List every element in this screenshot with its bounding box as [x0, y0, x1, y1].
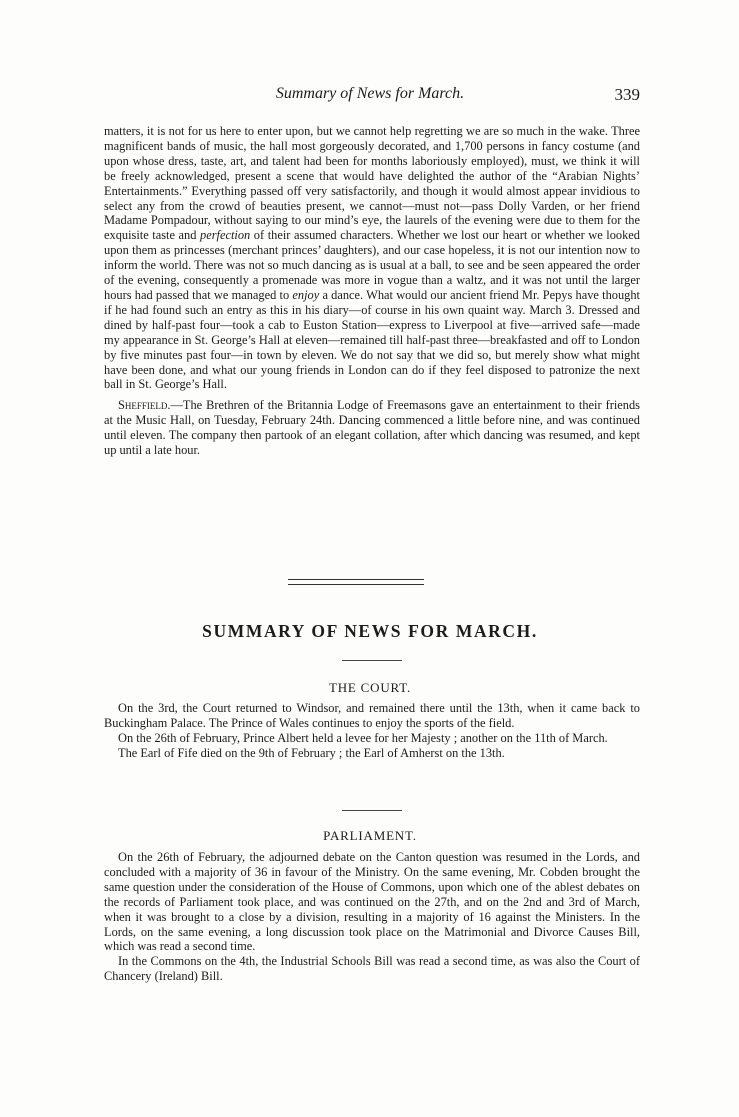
subsection-rule — [342, 810, 402, 811]
text-run: —The Brethren of the Britannia Lodge of Freemasons gave an entertainment to their friends at the Music Hall, on Tuesday, February 24th. Dancing commenced a little before nine, and was continued until eleven. The company then partook of an elegant collation, after which dancing was resumed, and kept up until a late hour. — [104, 398, 640, 458]
parliament-heading: PARLIAMENT. — [323, 828, 417, 843]
parliament-paragraph: In the Commons on the 4th, the Industrial Schools Bill was read a second time, as was also the Court of Chancery (Ireland) Bill. — [104, 954, 640, 984]
section-divider — [288, 579, 424, 585]
court-section — [104, 701, 640, 761]
page-number: 339 — [614, 85, 640, 104]
court-paragraph: On the 26th of February, Prince Albert held a levee for her Majesty ; another on the 11th of March. — [118, 730, 608, 745]
text-run: matters, it is not for us here to enter upon, but we cannot help regretting we are so much in the wake. Three magnificent bands of music, the hall most gorgeously decorated, and 1,700 persons in fancy costume (and upon whose dress, taste, art, and talent had been for months laboriously employed), must, we think it will be freely acknowledged, present a scene that would have delighted the author of the “Arabian Nights’ Entertainments.” Everything passed off very satisfactorily, and though it would almost appear invidious to select any from the crowd of beauties present, we cannot—must not—pass Dolly Varden, or her friend Madame Pompadour, without saying to our mind’s eye, the laurels of the evening were due to them for the exquisite taste and — [104, 124, 640, 243]
italic-text: enjoy — [292, 287, 320, 302]
section-title: SUMMARY OF NEWS FOR MARCH. — [202, 621, 538, 641]
article-paragraph — [104, 124, 640, 392]
parliament-paragraph: On the 26th of February, the adjourned debate on the Canton question was resumed in the Lords, and concluded with a majority of 36 in favour of the Ministry. On the same evening, Mr. Cobden brought the same question under the consideration of the House of Commons, upon which one of the ablest debates on the records of Parliament took place, and was continued on the 27th, and on the 2nd and 3rd of March, when it was brought to a close by a division, resulting in a majority of 16 against the Ministers. In the Lords, on the same evening, a long discussion took place on the Matrimonial and Divorce Causes Bill, which was read a second time. — [104, 850, 640, 954]
text-run: a dance. What would our ancient friend Mr. Pepys have thought if he had found such an entry as this in his diary—of course in his own quaint way. March 3. Dressed and dined by half-past four—took a cab to Euston Station—express to Liverpool at five—arrived safe—made my appearance in St. George’s Hall at eleven—remained till half-past three—breakfasted and off to London by five minutes past four—in town by eleven. We do not say that we did so, but merely show what might have been done, and what our young friends in London can do if they feel disposed to patronize the next ball in St. George’s Hall. — [104, 287, 641, 392]
court-heading: THE COURT. — [328, 680, 412, 695]
running-title: Summary of News for March. — [275, 85, 465, 102]
court-paragraph: The Earl of Fife died on the 9th of February ; the Earl of Amherst on the 13th. — [118, 745, 505, 760]
text-run: of their assumed characters. Whether we lost our heart or whether we looked upon them as princesses (merchant princes’ daughters), and our case hopeless, it is not our intention now to inform the world. There was not so much dancing as is usual at a ball, to see and be seen appeared the order of the evening, consequently a promenade was more in vogue than a waltz, and it was not until the larger hours had passed that we managed to — [104, 228, 641, 302]
place-name: Sheffield. — [118, 398, 171, 413]
running-head — [100, 85, 640, 109]
heading-rule — [342, 660, 402, 661]
article-continuation — [104, 124, 640, 458]
parliament-section — [104, 850, 640, 984]
court-paragraph: On the 3rd, the Court returned to Windsor, and remained there until the 13th, when it came back to Buckingham Palace. The Prince of Wales continues to enjoy the sports of the field. — [104, 701, 640, 730]
sheffield-paragraph — [104, 398, 640, 458]
italic-text: perfection — [200, 228, 251, 243]
